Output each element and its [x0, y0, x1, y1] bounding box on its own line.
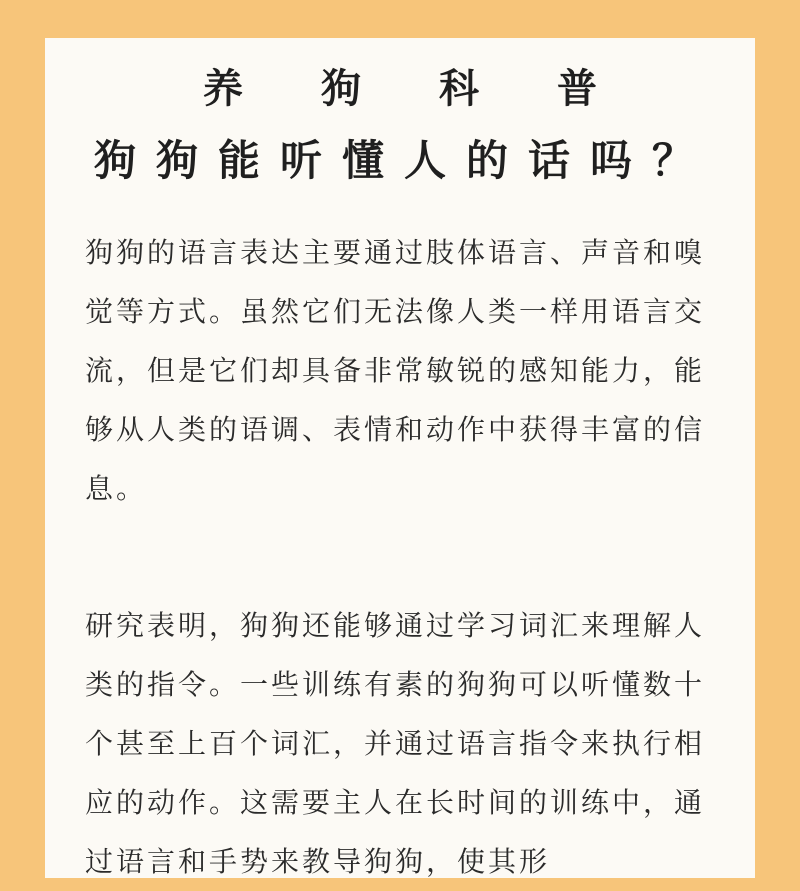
- article-paragraph-2: 研究表明，狗狗还能够通过学习词汇来理解人类的指令。一些训练有素的狗狗可以听懂数十个甚至上百个词汇，并通过语言指令来执行相应的动作。这需要主人在长时间的训练中，通过语言和手势来教导狗狗，使其形: [85, 609, 706, 878]
- article-title: 狗狗能听懂人的话吗？: [93, 136, 714, 185]
- article-paragraph-1: 狗狗的语言表达主要通过肢体语言、声音和嗅觉等方式。虽然它们无法像人类一样用语言交流，但是它们却具备非常敏锐的感知能力，能够从人类的语调、表情和动作中获得丰富的信息。: [85, 236, 706, 505]
- article-card: [45, 38, 755, 878]
- article-category-title: 养狗科普: [203, 66, 675, 112]
